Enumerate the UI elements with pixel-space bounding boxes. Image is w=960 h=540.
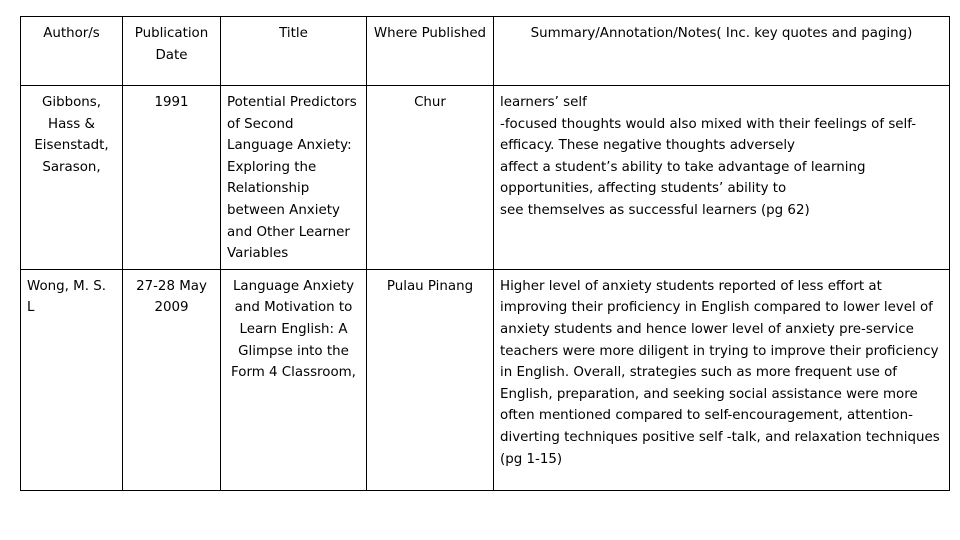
header-summary: Summary/Annotation/Notes( Inc. key quotes and paging) <box>494 17 950 86</box>
table-header-row <box>21 17 950 86</box>
header-author: Author/s <box>21 17 123 86</box>
table-row <box>21 269 950 490</box>
cell-title: Potential Predictors of Second Language Anxiety: Exploring the Relationship between Anxiety and Other Learner Variables <box>221 86 367 270</box>
header-where-published: Where Published <box>367 17 494 86</box>
cell-publication-date: 1991 <box>123 86 221 270</box>
cell-where-published: Chur <box>367 86 494 270</box>
header-title: Title <box>221 17 367 86</box>
cell-title: Language Anxiety and Motivation to Learn English: A Glimpse into the Form 4 Classroom, <box>221 269 367 490</box>
cell-where-published: Pulau Pinang <box>367 269 494 490</box>
cell-author: Wong, M. S. L <box>21 269 123 490</box>
cell-author: Gibbons, Hass & Eisenstadt, Sarason, <box>21 86 123 270</box>
literature-review-table <box>20 16 950 491</box>
header-publication-date: Publication Date <box>123 17 221 86</box>
cell-summary: learners’ self -focused thoughts would also mixed with their feelings of self-efficacy. These negative thoughts adversely affect a student’s ability to take advantage of learning opportunities, affecting students’ ability to see themselves as successful learners (pg 62) <box>494 86 950 270</box>
cell-publication-date: 27-28 May 2009 <box>123 269 221 490</box>
cell-summary: Higher level of anxiety students reported of less effort at improving their proficiency in English compared to lower level of anxiety students and hence lower level of anxiety pre-service teachers were more diligent in trying to improve their proficiency in English. Overall, strategies such as more frequent use of English, preparation, and seeking social assistance were more often mentioned compared to self-encouragement, attention-diverting techniques positive self -talk, and relaxation techniques (pg 1-15) <box>494 269 950 490</box>
table-row <box>21 86 950 270</box>
